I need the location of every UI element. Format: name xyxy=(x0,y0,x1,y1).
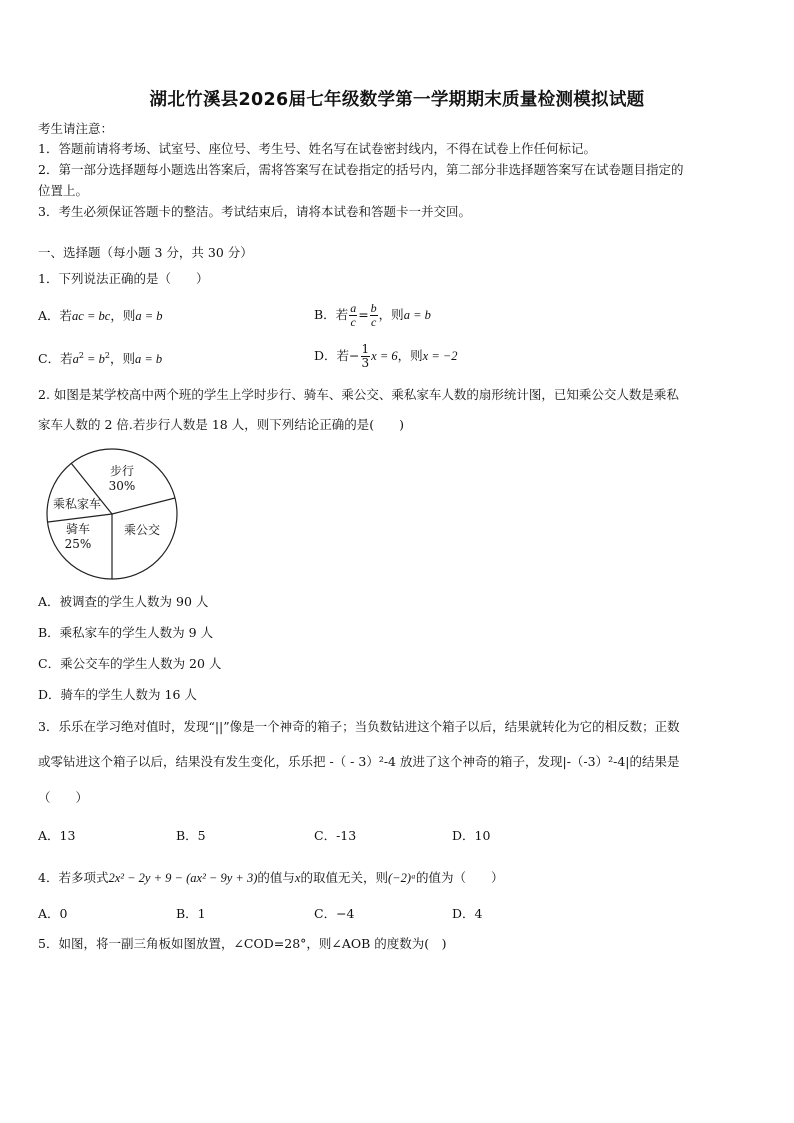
pie-label-bus: 乘公交 xyxy=(123,523,160,537)
q2-option-d: D．骑车的学生人数为 16 人 xyxy=(38,687,197,702)
q1-d-num: 1 xyxy=(361,342,370,356)
q1-a-mid: ，则 xyxy=(110,308,136,323)
q3-option-d: D．10 xyxy=(452,828,491,843)
notice-item-2: 2．第一部分选择题每小题选出答案后，需将答案写在试卷指定的括号内，第二部分非选择题答案写在试卷题目指定的 xyxy=(38,162,684,177)
q3-stem-line2: 或零钻进这个箱子以后，结果没有发生变化，乐乐把 -（ - 3）²-4 放进了这个神奇的箱子，发现|-（-3）²-4|的结果是 xyxy=(38,754,680,769)
q1-b-result: a = b xyxy=(403,308,431,322)
q3-stem-line3: （ ） xyxy=(38,790,89,805)
q1-c-label: C．若 xyxy=(38,351,73,366)
notice-head: 考生请注意： xyxy=(38,121,114,136)
pie-label-bike xyxy=(58,522,98,552)
section-heading: 一、选择题（每小题 3 分，共 30 分） xyxy=(38,245,253,260)
q1-d-frac xyxy=(361,343,371,370)
page-title: 湖北竹溪县2026届七年级数学第一学期期末质量检测模拟试题 xyxy=(149,90,645,110)
q1-b-den2: c xyxy=(371,315,377,329)
pie-label-car: 乘私家车 xyxy=(52,497,101,511)
q4-stem-c: 的取值无关，则 xyxy=(300,870,388,885)
q1-option-b xyxy=(314,299,431,331)
q4-variable-x: x xyxy=(294,871,301,885)
q4-polynomial: 2x² − 2y + 9 − (ax² − 9y + 3) xyxy=(108,871,258,885)
q1-b-label: B．若 xyxy=(314,307,349,322)
q1-a-result: a = b xyxy=(135,309,163,323)
q1-d-result: x = −2 xyxy=(422,349,458,363)
q1-option-a xyxy=(38,307,163,325)
q1-a-label: A．若 xyxy=(38,308,73,323)
q1-b-num1: a xyxy=(350,301,357,315)
q1-d-den: 3 xyxy=(361,356,370,370)
q3-option-c: C．-13 xyxy=(314,828,357,843)
q3-option-a: A．13 xyxy=(38,828,76,843)
q1-c-a: a xyxy=(72,352,79,366)
pie-label-walk xyxy=(102,464,142,494)
pie-walk-text: 步行 xyxy=(109,464,134,478)
q3-option-b: B．5 xyxy=(176,828,206,843)
q1-d-rest: x = 6 xyxy=(371,349,398,363)
pie-bike-text: 骑车 xyxy=(65,522,90,536)
notice-item-2-cont: 位置上。 xyxy=(38,183,89,198)
q1-b-frac1 xyxy=(349,302,357,329)
pie-walk-pct: 30% xyxy=(108,479,136,493)
q1-c-mid: ，则 xyxy=(109,351,135,366)
q1-option-c xyxy=(38,347,162,368)
q2-stem-line2: 家车人数的 2 倍.若步行人数是 18 人，则下列结论正确的是( ) xyxy=(38,417,404,432)
q1-b-eq: = xyxy=(358,307,369,322)
q1-option-d xyxy=(314,340,458,372)
q2-option-c: C．乘公交车的学生人数为 20 人 xyxy=(38,656,222,671)
q1-stem: 1．下列说法正确的是（ ） xyxy=(38,271,209,286)
q1-c-result: a = b xyxy=(134,352,163,366)
q1-b-den1: c xyxy=(350,315,356,329)
q1-b-mid: ，则 xyxy=(378,307,404,322)
pie-bike-pct: 25% xyxy=(64,537,92,551)
q1-b-num2: b xyxy=(370,301,377,315)
q1-c-exp1: 2 xyxy=(78,351,84,360)
q4-option-d: D．4 xyxy=(452,906,483,921)
q1-d-label: D．若− xyxy=(314,348,360,363)
q1-c-eq: = b xyxy=(83,352,105,366)
q2-option-b: B．乘私家车的学生人数为 9 人 xyxy=(38,625,214,640)
q5-stem: 5．如图，将一副三角板如图放置，∠COD=28°，则∠AOB 的度数为( ) xyxy=(38,936,447,951)
q4-option-c: C．−4 xyxy=(314,906,355,921)
q2-stem-line1: 2. 如图是某学校高中两个班的学生上学时步行、骑车、乘公交、乘私家车人数的扇形统计图，已知乘公交人数是乘私 xyxy=(38,387,679,402)
q1-d-mid: ，则 xyxy=(397,348,423,363)
pie-chart xyxy=(44,446,180,582)
q4-stem-d: 的值为（ ） xyxy=(416,870,504,885)
notice-item-3: 3．考生必须保证答题卡的整洁。考试结束后，请将本试卷和答题卡一并交回。 xyxy=(38,204,471,219)
q1-a-math: ac = bc xyxy=(72,309,111,323)
q4-stem-b: 的值与 xyxy=(257,870,295,885)
q1-b-frac2 xyxy=(370,302,378,329)
q1-c-exp2: 2 xyxy=(104,351,110,360)
q3-stem-line1: 3．乐乐在学习绝对值时，发现“||”像是一个神奇的箱子；当负数钻进这个箱子以后，结果就转化为它的相反数；正数 xyxy=(38,719,680,734)
q2-option-a: A．被调查的学生人数为 90 人 xyxy=(38,594,209,609)
q4-stem-a: 4．若多项式 xyxy=(38,870,109,885)
q4-option-b: B．1 xyxy=(176,906,206,921)
q4-power-expr: (−2)ᵃ xyxy=(388,871,416,885)
q4-option-a: A．0 xyxy=(38,906,68,921)
q4-stem xyxy=(38,869,504,887)
notice-item-1: 1．答题前请将考场、试室号、座位号、考生号、姓名写在试卷密封线内，不得在试卷上作任何标记。 xyxy=(38,141,596,156)
